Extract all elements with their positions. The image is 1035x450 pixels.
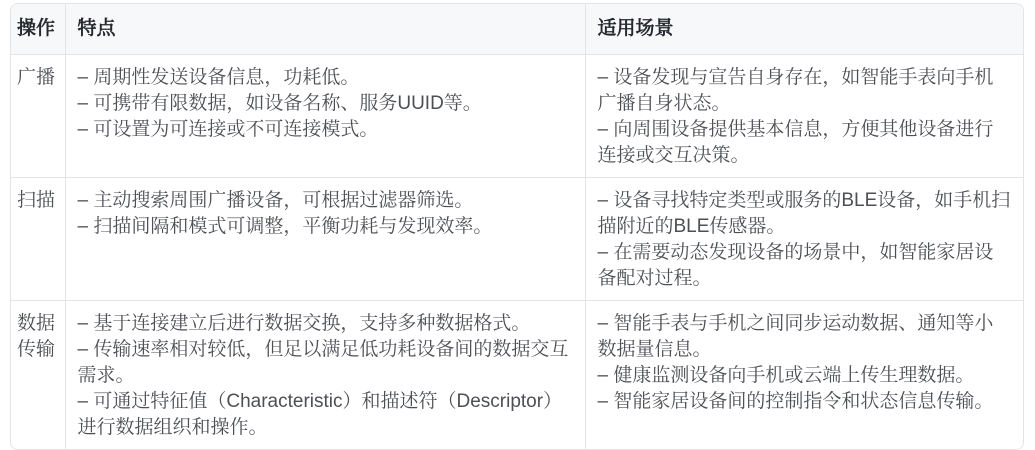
feature-item: – 基于连接建立后进行数据交换，支持多种数据格式。 [77,313,531,334]
column-header-scenarios: 适用场景 [585,4,1023,55]
cell-features [65,55,585,178]
feature-item: – 传输速率相对较低，但足以满足低功耗设备间的数据交互需求。 [77,339,569,386]
cell-operation: 扫描 [11,178,65,301]
scenario-item: – 向周围设备提供基本信息，方便其他设备进行连接或交互决策。 [597,119,994,166]
cell-features [65,178,585,301]
cell-features [65,301,585,450]
cell-operation: 数据传输 [11,301,65,450]
column-header-operation: 操作 [11,4,65,55]
ble-operations-table [11,4,1023,449]
column-header-features: 特点 [65,4,585,55]
feature-item: – 主动搜索周围广播设备，可根据过滤器筛选。 [77,190,474,211]
scenario-item: – 设备发现与宣告自身存在，如智能手表向手机广播自身状态。 [597,67,994,114]
ble-operations-table-container [10,3,1024,450]
header-row [11,4,1023,55]
feature-item: – 可携带有限数据，如设备名称、服务UUID等。 [77,93,482,114]
table-header [11,4,1023,55]
feature-item: – 周期性发送设备信息，功耗低。 [77,67,360,88]
cell-scenarios [585,178,1023,301]
feature-item: – 可设置为可连接或不可连接模式。 [77,119,379,140]
table-body [11,55,1023,450]
table-row-scan [11,178,1023,301]
cell-scenarios [585,55,1023,178]
table-row-data-transfer [11,301,1023,450]
scenario-item: – 智能手表与手机之间同步运动数据、通知等小数据量信息。 [597,313,994,360]
scenario-item: – 在需要动态发现设备的场景中，如智能家居设备配对过程。 [597,242,994,289]
cell-scenarios [585,301,1023,450]
scenario-item: – 健康监测设备向手机或云端上传生理数据。 [597,365,975,386]
scenario-item: – 智能家居设备间的控制指令和状态信息传输。 [597,391,994,412]
feature-item: – 可通过特征值（Characteristic）和描述符（Descriptor）进行数据组织和操作。 [77,391,563,438]
cell-operation: 广播 [11,55,65,178]
feature-item: – 扫描间隔和模式可调整，平衡功耗与发现效率。 [77,216,493,237]
table-row-broadcast [11,55,1023,178]
scenario-item: – 设备寻找特定类型或服务的BLE设备，如手机扫描附近的BLE传感器。 [597,190,1011,237]
